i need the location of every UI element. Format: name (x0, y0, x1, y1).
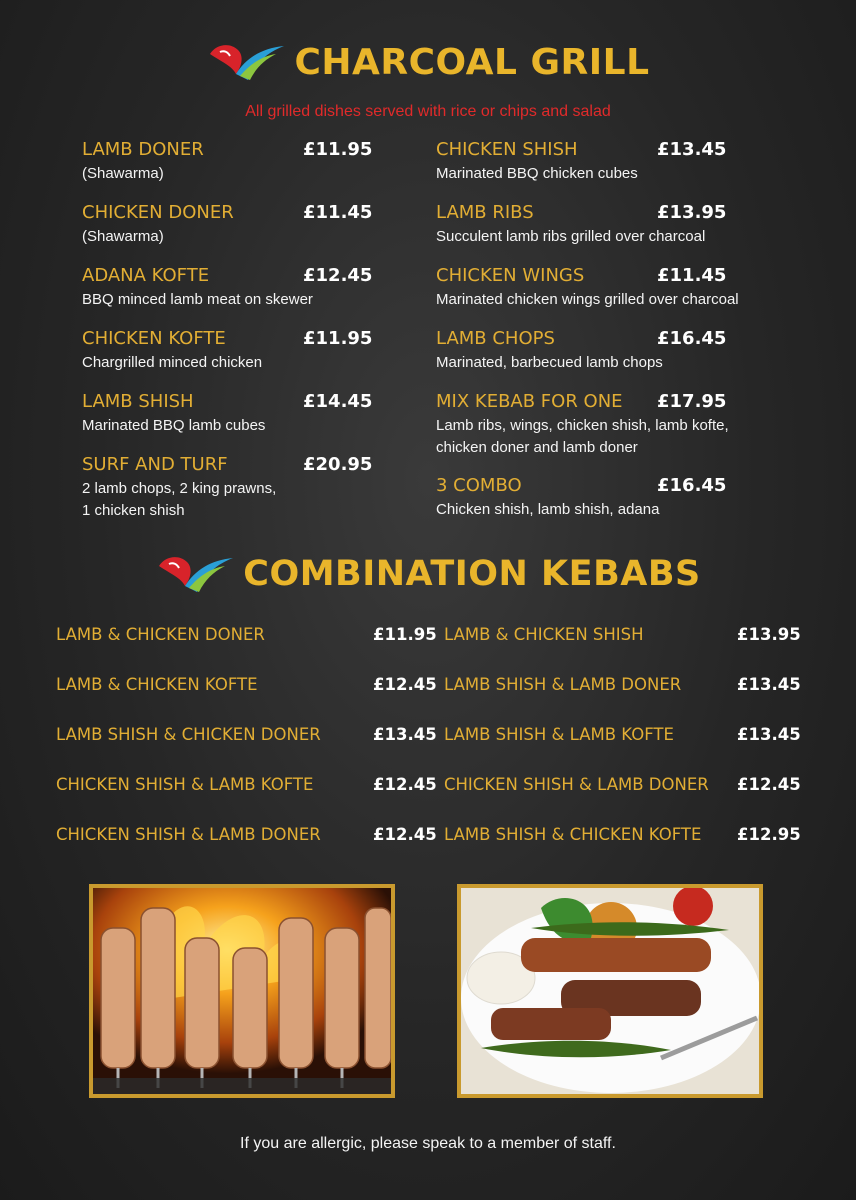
menu-item-name: CHICKEN WINGS (436, 265, 585, 286)
menu-item-price: £13.45 (657, 139, 727, 160)
combo-item-name: LAMB & CHICKEN SHISH (444, 625, 644, 644)
charcoal-grill-heading (0, 40, 856, 84)
combo-item-price: £12.45 (373, 775, 437, 794)
menu-item-price: £13.95 (657, 202, 727, 223)
menu-item-price: £17.95 (657, 391, 727, 412)
combo-item-price: £12.45 (737, 775, 801, 794)
menu-item-price: £20.95 (303, 454, 373, 475)
kebab-platter-photo (457, 884, 763, 1098)
combination-kebabs-title: COMBINATION KEBABS (243, 554, 701, 594)
combo-item-name: LAMB & CHICKEN DONER (56, 625, 265, 644)
menu-item-description: Marinated BBQ chicken cubes (436, 165, 638, 182)
combo-item-price: £12.45 (373, 675, 437, 694)
menu-item-name: LAMB RIBS (436, 202, 534, 223)
combo-item-price: £13.45 (373, 725, 437, 744)
bird-logo-icon (155, 552, 235, 596)
menu-item-name: SURF AND TURF (82, 454, 228, 475)
combo-item-name: CHICKEN SHISH & LAMB KOFTE (56, 775, 314, 794)
combo-item-price: £12.45 (373, 825, 437, 844)
combo-item-name: LAMB SHISH & CHICKEN DONER (56, 725, 321, 744)
charcoal-grill-subtitle: All grilled dishes served with rice or chips and salad (245, 103, 611, 120)
menu-item-description: Marinated, barbecued lamb chops (436, 354, 663, 371)
menu-item-name: LAMB CHOPS (436, 328, 555, 349)
menu-item-name: 3 COMBO (436, 475, 522, 496)
menu-item-name: LAMB DONER (82, 139, 204, 160)
menu-item-price: £16.45 (657, 328, 727, 349)
menu-item-name: CHICKEN SHISH (436, 139, 578, 160)
menu-item-price: £12.45 (303, 265, 373, 286)
combo-item-name: LAMB SHISH & CHICKEN KOFTE (444, 825, 702, 844)
combo-item-price: £13.45 (737, 725, 801, 744)
combo-item-name: CHICKEN SHISH & LAMB DONER (444, 775, 709, 794)
menu-item-description: 2 lamb chops, 2 king prawns, 1 chicken shish (82, 480, 277, 519)
menu-item-name: MIX KEBAB FOR ONE (436, 391, 623, 412)
menu-item-price: £14.45 (303, 391, 373, 412)
menu-item-description: Chicken shish, lamb shish, adana (436, 501, 660, 518)
combo-item-name: LAMB & CHICKEN KOFTE (56, 675, 258, 694)
combo-item-price: £11.95 (373, 625, 437, 644)
menu-item-name: CHICKEN DONER (82, 202, 234, 223)
menu-item-description: Succulent lamb ribs grilled over charcoal (436, 228, 706, 245)
menu-item-description: (Shawarma) (82, 165, 164, 182)
menu-item-description: (Shawarma) (82, 228, 164, 245)
menu-item-description: Marinated BBQ lamb cubes (82, 417, 266, 434)
menu-item-price: £11.95 (303, 139, 373, 160)
charcoal-grill-title: CHARCOAL GRILL (294, 41, 650, 83)
menu-item-description: Lamb ribs, wings, chicken shish, lamb kofte, chicken doner and lamb doner (436, 417, 729, 456)
grilled-skewers-photo (89, 884, 395, 1098)
menu-item-name: ADANA KOFTE (82, 265, 210, 286)
allergy-note: If you are allergic, please speak to a member of staff. (240, 1135, 616, 1152)
menu-item-name: CHICKEN KOFTE (82, 328, 226, 349)
combo-item-price: £13.45 (737, 675, 801, 694)
menu-item-description: Marinated chicken wings grilled over charcoal (436, 291, 739, 308)
menu-item-price: £11.45 (303, 202, 373, 223)
combo-item-price: £13.95 (737, 625, 801, 644)
menu-item-price: £11.95 (303, 328, 373, 349)
combo-item-name: CHICKEN SHISH & LAMB DONER (56, 825, 321, 844)
combo-item-name: LAMB SHISH & LAMB KOFTE (444, 725, 674, 744)
menu-item-name: LAMB SHISH (82, 391, 194, 412)
menu-item-description: Chargrilled minced chicken (82, 354, 263, 371)
menu-item-description: BBQ minced lamb meat on skewer (82, 291, 313, 308)
bird-logo-icon (206, 40, 286, 84)
combo-item-name: LAMB SHISH & LAMB DONER (444, 675, 682, 694)
menu-item-price: £16.45 (657, 475, 727, 496)
menu-item-price: £11.45 (657, 265, 727, 286)
combination-kebabs-heading (0, 552, 856, 596)
combo-item-price: £12.95 (737, 825, 801, 844)
